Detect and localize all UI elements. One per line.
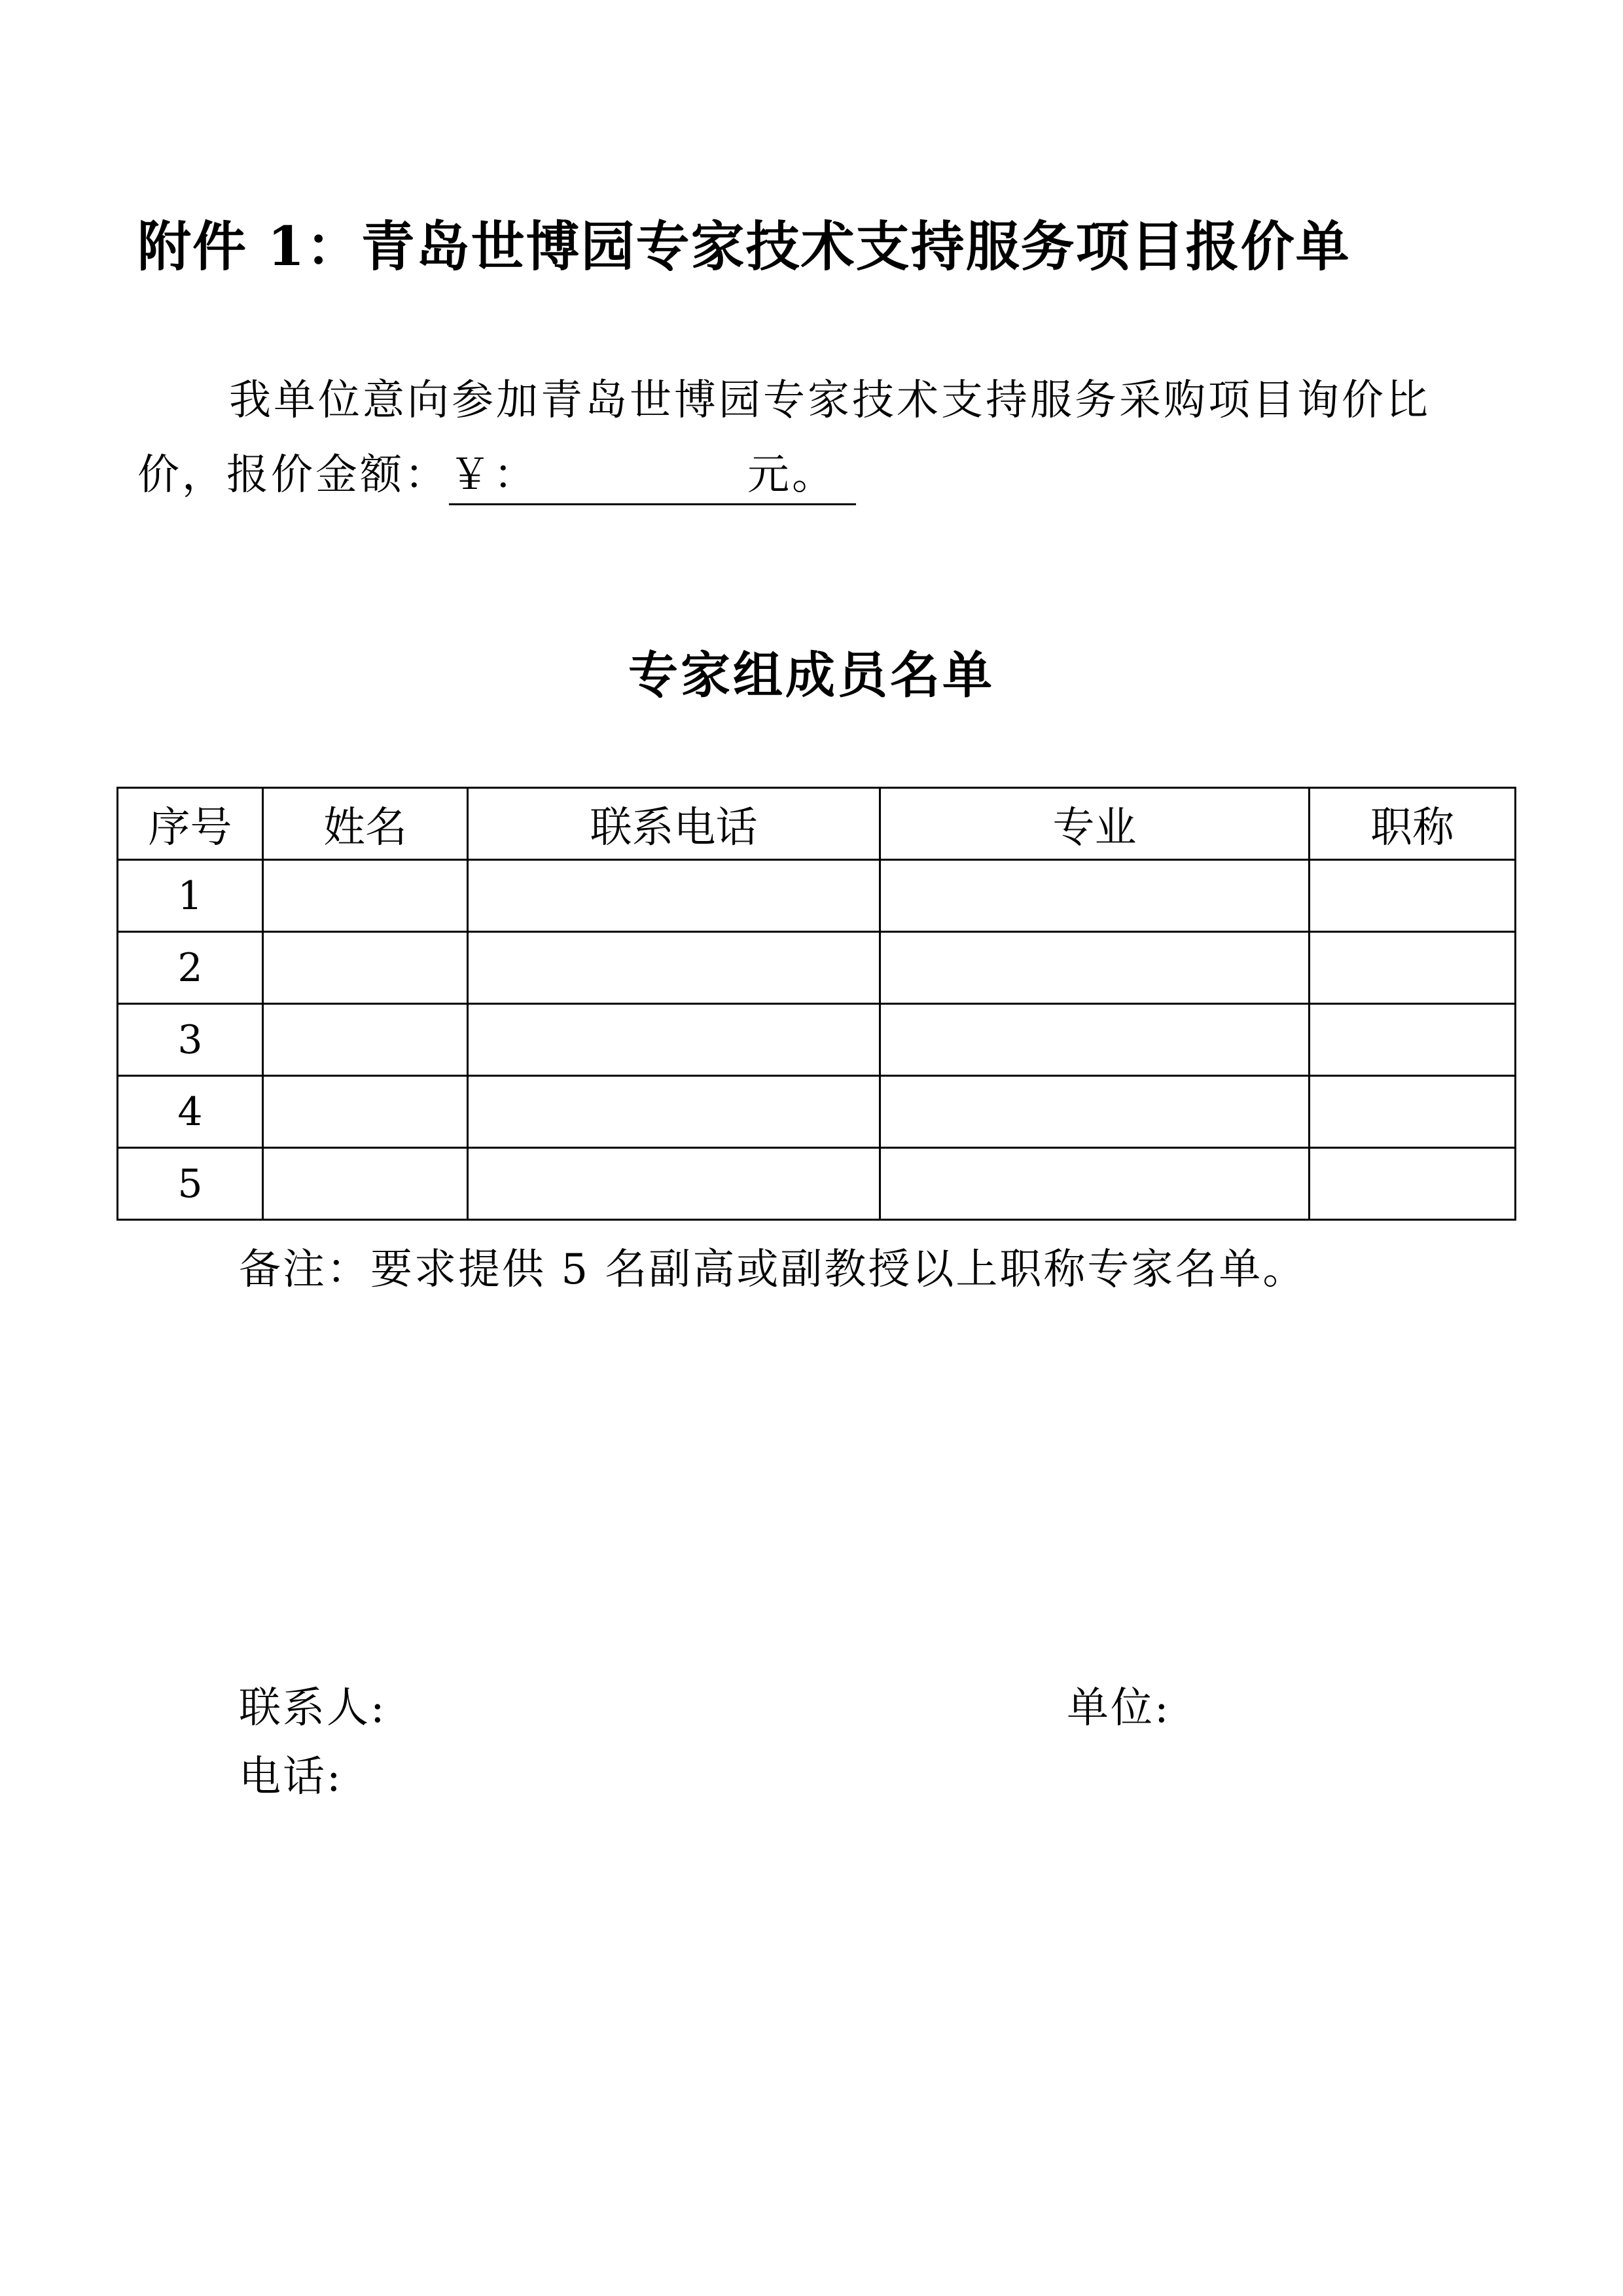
contact-person-label: 联系人: [239,1684,387,1732]
cell-name[interactable] [263,932,468,1004]
cell-major[interactable] [880,1148,1310,1220]
table-note: 备注：要求提供 5 名副高或副教授以上职称专家名单。 [239,1246,1307,1294]
quote-paragraph [137,363,1512,512]
amount-unit: 元。 [747,451,836,499]
header-index: 序号 [118,788,263,860]
cell-major[interactable] [880,1004,1310,1076]
table-row [118,1004,1516,1076]
table-title: 专家组成员名单 [628,646,995,704]
quote-amount-field[interactable] [449,447,856,505]
cell-title[interactable] [1310,1076,1516,1148]
table-row [118,1148,1516,1220]
cell-phone[interactable] [468,1148,880,1220]
quote-amount-label: 价，报价金额： [137,451,449,499]
cell-name[interactable] [263,860,468,932]
quote-paragraph-line1: 我单位意向参加青岛世博园专家技术支持服务采购项目询价比 [229,376,1431,425]
row-index: 2 [118,932,263,1004]
document-title: 附件 1：青岛世博园专家技术支持服务项目报价单 [137,215,1351,278]
table-row [118,932,1516,1004]
cell-title[interactable] [1310,1004,1516,1076]
table-row [118,1076,1516,1148]
cell-phone[interactable] [468,860,880,932]
row-index: 3 [118,1004,263,1076]
row-index: 1 [118,860,263,932]
cell-title[interactable] [1310,932,1516,1004]
cell-major[interactable] [880,860,1310,932]
cell-title[interactable] [1310,860,1516,932]
cell-major[interactable] [880,1076,1310,1148]
row-index: 4 [118,1076,263,1148]
cell-title[interactable] [1310,1148,1516,1220]
currency-symbol: ￥： [449,451,538,499]
header-name: 姓名 [263,788,468,860]
row-index: 5 [118,1148,263,1220]
header-phone: 联系电话 [468,788,880,860]
table-row [118,860,1516,932]
cell-name[interactable] [263,1076,468,1148]
table-header-row [118,788,1516,860]
header-major: 专业 [880,788,1310,860]
expert-list-table [116,787,1516,1221]
unit-label: 单位: [1067,1684,1171,1732]
cell-name[interactable] [263,1148,468,1220]
cell-phone[interactable] [468,932,880,1004]
cell-major[interactable] [880,932,1310,1004]
cell-phone[interactable] [468,1004,880,1076]
quote-paragraph-line2 [137,438,1512,512]
cell-phone[interactable] [468,1076,880,1148]
cell-name[interactable] [263,1004,468,1076]
header-title: 职称 [1310,788,1516,860]
phone-label: 电话: [239,1753,343,1801]
